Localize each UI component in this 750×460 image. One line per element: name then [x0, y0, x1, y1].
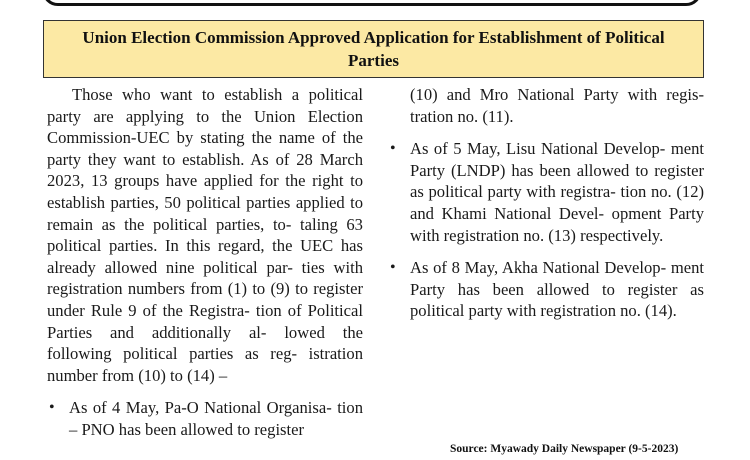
- intro-paragraph: [47, 84, 363, 386]
- paragraph-line: (9) to register under Rule 9 of the Registra-: [47, 279, 363, 320]
- bullet-line: As of 8 May, Akha National Develop-: [410, 258, 667, 278]
- bullet-line: tion – PNO has been allowed to register: [69, 398, 364, 439]
- paragraph-line: right to establish parties, 50 political parties: [47, 171, 363, 212]
- paragraph-line: istration number from (10) to (14) –: [47, 344, 363, 385]
- bullet-line: ment Party has been allowed to register: [410, 258, 705, 299]
- paragraph-line: March 2023, 13 groups have applied for the: [47, 149, 363, 191]
- continuation-line: (10) and Mro National Party with regis-: [410, 85, 704, 104]
- paragraph-line: ties with registration numbers from (1) to: [47, 257, 363, 299]
- bullet-line: opment Party with registration no. (13): [410, 203, 704, 245]
- paragraph-line: lowed the following political parties as reg-: [47, 322, 363, 364]
- continuation-paragraph: [388, 84, 704, 127]
- bullet-line: as political party with registration no.: [410, 279, 704, 321]
- bullet-point-icon: •: [390, 259, 396, 277]
- paragraph-line: applied to remain as the political parties, to-: [47, 192, 363, 234]
- bullet-point-icon: •: [390, 140, 396, 158]
- bullet-line: tion no. (12) and Khami National Devel-: [410, 182, 705, 223]
- bullet-item-lisu-khami: [388, 138, 704, 246]
- bullet-line: ment Party (LNDP) has been allowed to: [410, 139, 704, 180]
- bullet-line: respectively.: [580, 225, 664, 245]
- paragraph-line: party are applying to the Union Election: [47, 106, 363, 126]
- source-citation: Source: Myawady Daily Newspaper (9-5-2023): [450, 443, 679, 455]
- bullet-point-icon: •: [49, 399, 55, 417]
- left-column: [47, 84, 363, 441]
- right-column: [388, 84, 704, 322]
- top-frame-border: [42, 0, 702, 6]
- headline-line-2: Parties: [348, 51, 399, 70]
- paragraph-line: taling 63 political parties. In this regard, the: [47, 214, 363, 256]
- paragraph-line: UEC has already allowed nine political par-: [47, 236, 363, 277]
- bullet-line: As of 4 May, Pa-O National Organisa-: [69, 398, 332, 418]
- paragraph-line: tion of Political Parties and additionally al-: [47, 300, 363, 342]
- bullet-line: register as political party with registra-: [410, 160, 704, 202]
- headline-line-1: Union Election Commission Approved Application for Establishment of Political: [82, 28, 665, 47]
- bullet-line: As of 5 May, Lisu National Develop-: [410, 139, 666, 159]
- paragraph-line: Those who want to establish a political: [72, 85, 363, 104]
- bullet-item-pa-o: [47, 397, 363, 440]
- continuation-line: tration no. (11).: [410, 106, 514, 126]
- bullet-item-akha: [388, 257, 704, 322]
- paragraph-line: Commission-UEC by stating the name of: [47, 128, 343, 148]
- headline-box: [43, 20, 704, 78]
- paragraph-line: the party they want to establish. As of 28: [47, 128, 363, 169]
- bullet-line: (14).: [645, 301, 677, 321]
